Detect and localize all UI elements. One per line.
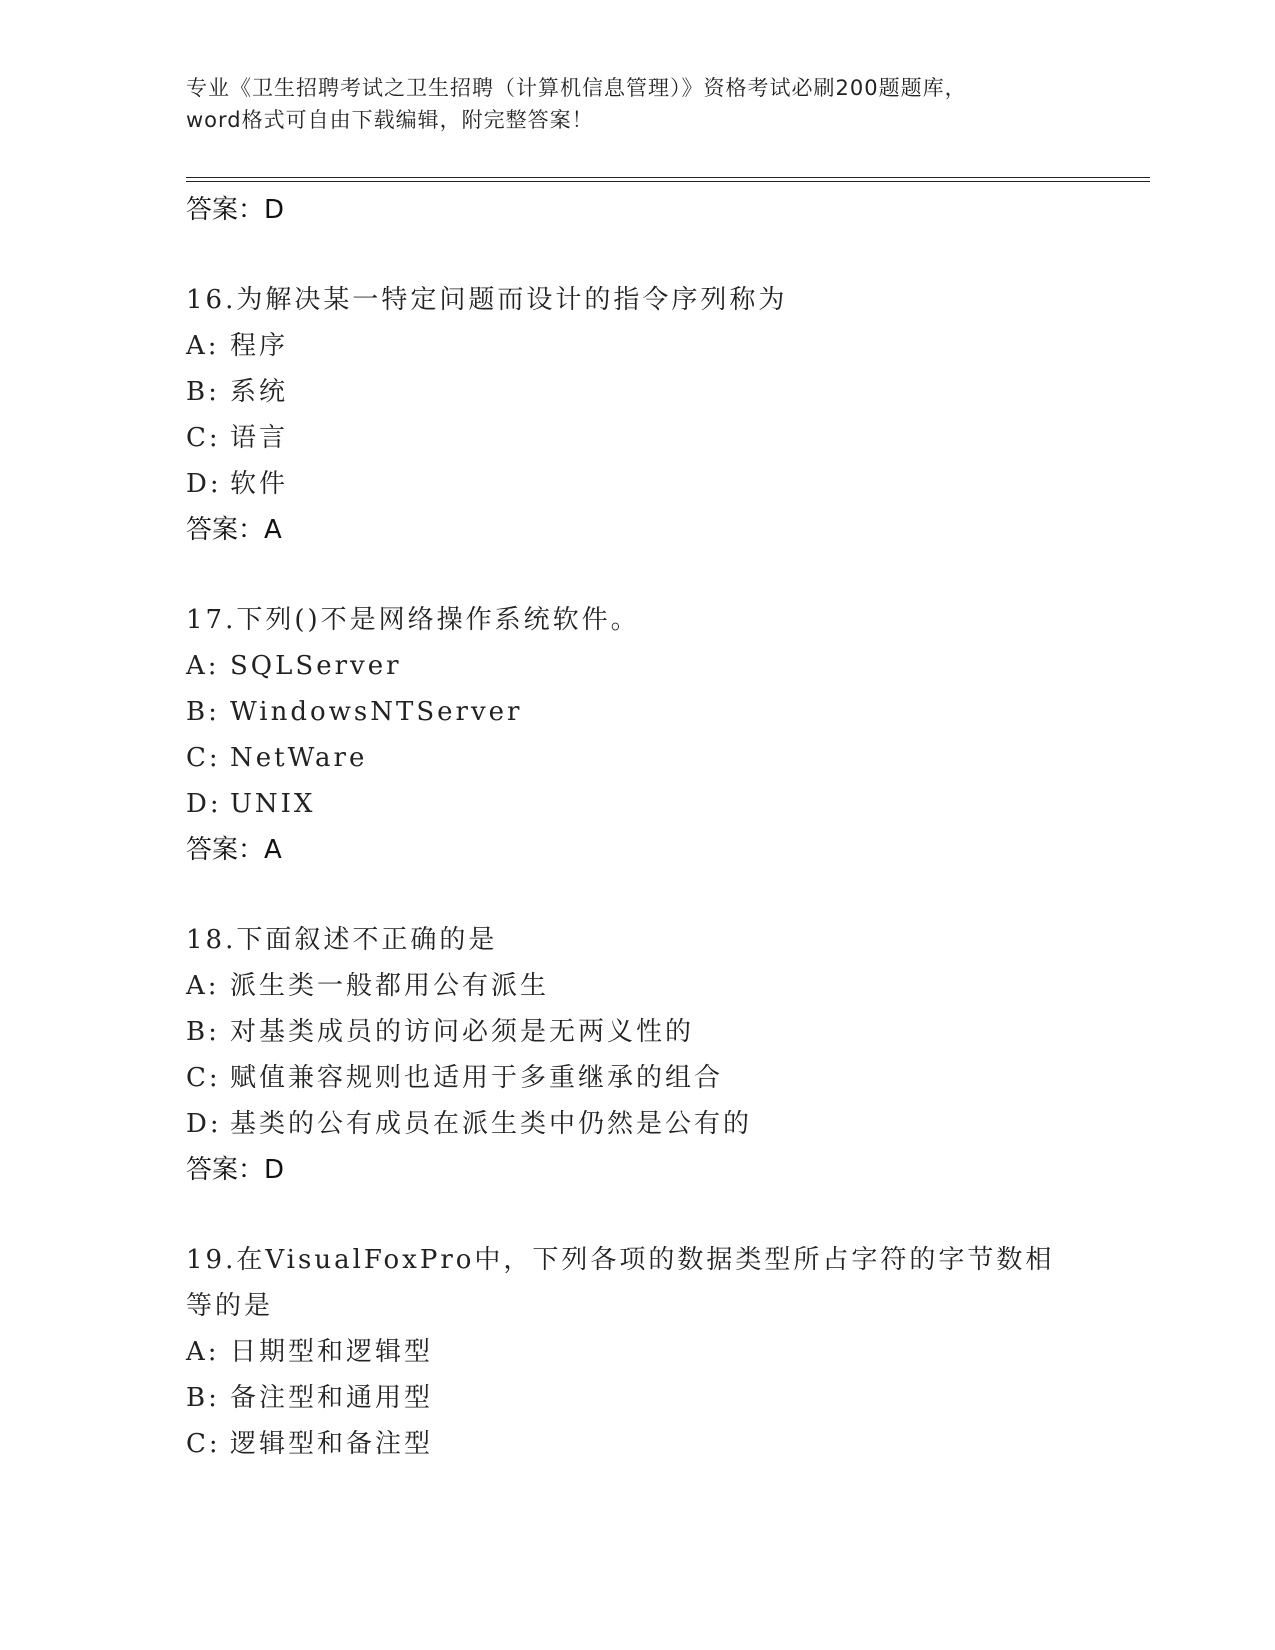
- answer-15: 答案：D: [186, 195, 285, 225]
- option-letter: B:: [186, 697, 220, 727]
- question-16-option-b: [186, 369, 1146, 415]
- question-18-text: 18.下面叙述不正确的是: [186, 925, 498, 955]
- option-text: 赋值兼容规则也适用于多重继承的组合: [230, 1063, 724, 1093]
- question-block-17: [186, 597, 1146, 873]
- question-block-18: [186, 917, 1146, 1193]
- question-16-option-c: [186, 415, 1146, 461]
- option-text: 语言: [230, 423, 289, 453]
- option-letter: C:: [186, 423, 221, 453]
- question-19-option-b: [186, 1375, 1146, 1421]
- option-text: 软件: [230, 469, 289, 499]
- option-text: NetWare: [230, 743, 368, 773]
- option-text: UNIX: [230, 789, 316, 819]
- question-18-option-d: [186, 1101, 1146, 1147]
- question-16-option-a: [186, 323, 1146, 369]
- option-letter: D:: [186, 469, 222, 499]
- answer-16: 答案：A: [186, 515, 282, 545]
- option-text: 逻辑型和备注型: [230, 1429, 434, 1459]
- question-16-option-d: [186, 461, 1146, 507]
- question-17-option-d: [186, 781, 1146, 827]
- option-text: 基类的公有成员在派生类中仍然是公有的: [230, 1109, 753, 1139]
- question-18-option-a: [186, 963, 1146, 1009]
- option-letter: C:: [186, 1429, 221, 1459]
- answer-17: 答案：A: [186, 835, 282, 865]
- header-divider: [186, 177, 1150, 182]
- option-letter: B:: [186, 377, 220, 407]
- option-letter: A:: [186, 651, 220, 681]
- question-19-text: 19.在VisualFoxPro中，下列各项的数据类型所占字符的字节数相等的是: [186, 1245, 1055, 1321]
- question-17-option-c: [186, 735, 1146, 781]
- option-letter: C:: [186, 1063, 221, 1093]
- question-18-option-b: [186, 1009, 1146, 1055]
- header-line-2: word格式可自由下载编辑，附完整答案！: [186, 108, 594, 132]
- option-text: SQLServer: [230, 651, 402, 681]
- option-text: 日期型和逻辑型: [230, 1337, 434, 1367]
- question-block-16: [186, 277, 1146, 553]
- question-17-text: 17.下列()不是网络操作系统软件。: [186, 605, 640, 635]
- option-letter: D:: [186, 789, 222, 819]
- question-17-option-b: [186, 689, 1146, 735]
- option-text: 对基类成员的访问必须是无两义性的: [230, 1017, 695, 1047]
- option-letter: A:: [186, 1337, 220, 1367]
- option-letter: B:: [186, 1017, 220, 1047]
- option-text: WindowsNTServer: [230, 697, 523, 727]
- question-17-option-a: [186, 643, 1146, 689]
- answer-18: 答案：D: [186, 1155, 285, 1185]
- option-text: 派生类一般都用公有派生: [230, 971, 550, 1001]
- header-line-1: 专业《卫生招聘考试之卫生招聘（计算机信息管理）》资格考试必刷200题题库，: [186, 76, 967, 100]
- option-text: 程序: [230, 331, 289, 361]
- option-text: 备注型和通用型: [230, 1383, 434, 1413]
- question-19-option-c: [186, 1421, 1146, 1467]
- option-letter: D:: [186, 1109, 222, 1139]
- question-16-text: 16.为解决某一特定问题而设计的指令序列称为: [186, 285, 788, 315]
- question-block-19: [186, 1237, 1146, 1467]
- document-body: [186, 187, 1146, 1467]
- page-header: [186, 72, 1086, 136]
- option-letter: B:: [186, 1383, 220, 1413]
- option-letter: C:: [186, 743, 221, 773]
- option-letter: A:: [186, 971, 220, 1001]
- question-19-option-a: [186, 1329, 1146, 1375]
- option-text: 系统: [230, 377, 289, 407]
- option-letter: A:: [186, 331, 220, 361]
- question-18-option-c: [186, 1055, 1146, 1101]
